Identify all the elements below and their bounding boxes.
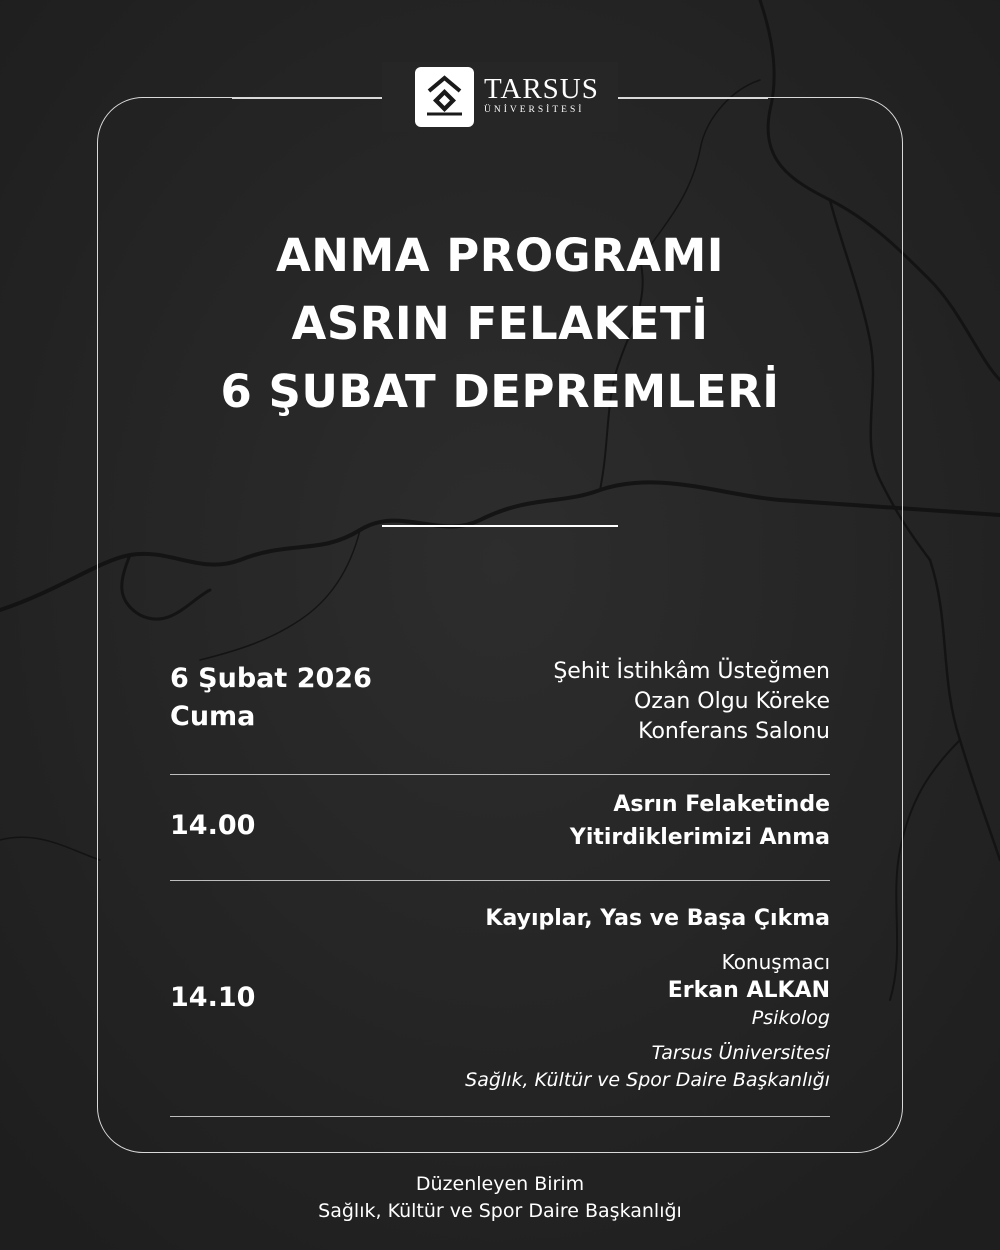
- program-time-1: 14.00: [170, 810, 256, 841]
- logo-divider-right: [618, 97, 768, 99]
- event-date: [170, 660, 372, 736]
- title-line-1: ANMA PROGRAMI: [275, 229, 725, 282]
- page-title: [97, 222, 903, 426]
- institution-line-2: Sağlık, Kültür ve Spor Daire Başkanlığı: [465, 1069, 830, 1091]
- institution-line-1: Tarsus Üniversitesi: [651, 1042, 830, 1064]
- logo-subtitle: ÜNİVERSİTESİ: [484, 105, 585, 115]
- university-logo-icon: [415, 67, 474, 127]
- program-title-1: [370, 788, 830, 854]
- organizer-unit: Sağlık, Kültür ve Spor Daire Başkanlığı: [318, 1200, 682, 1222]
- program-title-1-line-1: Asrın Felaketinde: [613, 792, 830, 817]
- logo-divider-left: [232, 97, 382, 99]
- venue-line-1: Şehit İstihkâm Üsteğmen: [553, 659, 830, 684]
- separator-3: [170, 1116, 830, 1117]
- separator-2: [170, 880, 830, 881]
- university-logo-text: [484, 74, 599, 116]
- speaker-label: Konuşmacı: [721, 950, 830, 974]
- separator-1: [170, 774, 830, 775]
- title-line-3: 6 ŞUBAT DEPREMLERİ: [220, 365, 780, 418]
- title-line-2: ASRIN FELAKETİ: [291, 297, 709, 350]
- speaker-name: Erkan ALKAN: [667, 978, 830, 1003]
- program-time-2: 14.10: [170, 982, 256, 1013]
- program-title-2: Kayıplar, Yas ve Başa Çıkma: [485, 906, 830, 931]
- logo-name: TARSUS: [484, 73, 599, 105]
- organizer-label: Düzenleyen Birim: [415, 1173, 585, 1195]
- organizer-footer: [0, 1171, 1000, 1225]
- venue-line-2: Ozan Olgu Köreke: [634, 689, 830, 714]
- event-venue: [430, 657, 830, 747]
- venue-line-3: Konferans Salonu: [638, 719, 830, 744]
- program-title-1-line-2: Yitirdiklerimizi Anma: [569, 825, 830, 850]
- event-day-text: Cuma: [170, 701, 256, 732]
- speaker-role: Psikolog: [751, 1007, 830, 1029]
- event-date-text: 6 Şubat 2026: [170, 663, 372, 694]
- title-divider: [382, 525, 618, 527]
